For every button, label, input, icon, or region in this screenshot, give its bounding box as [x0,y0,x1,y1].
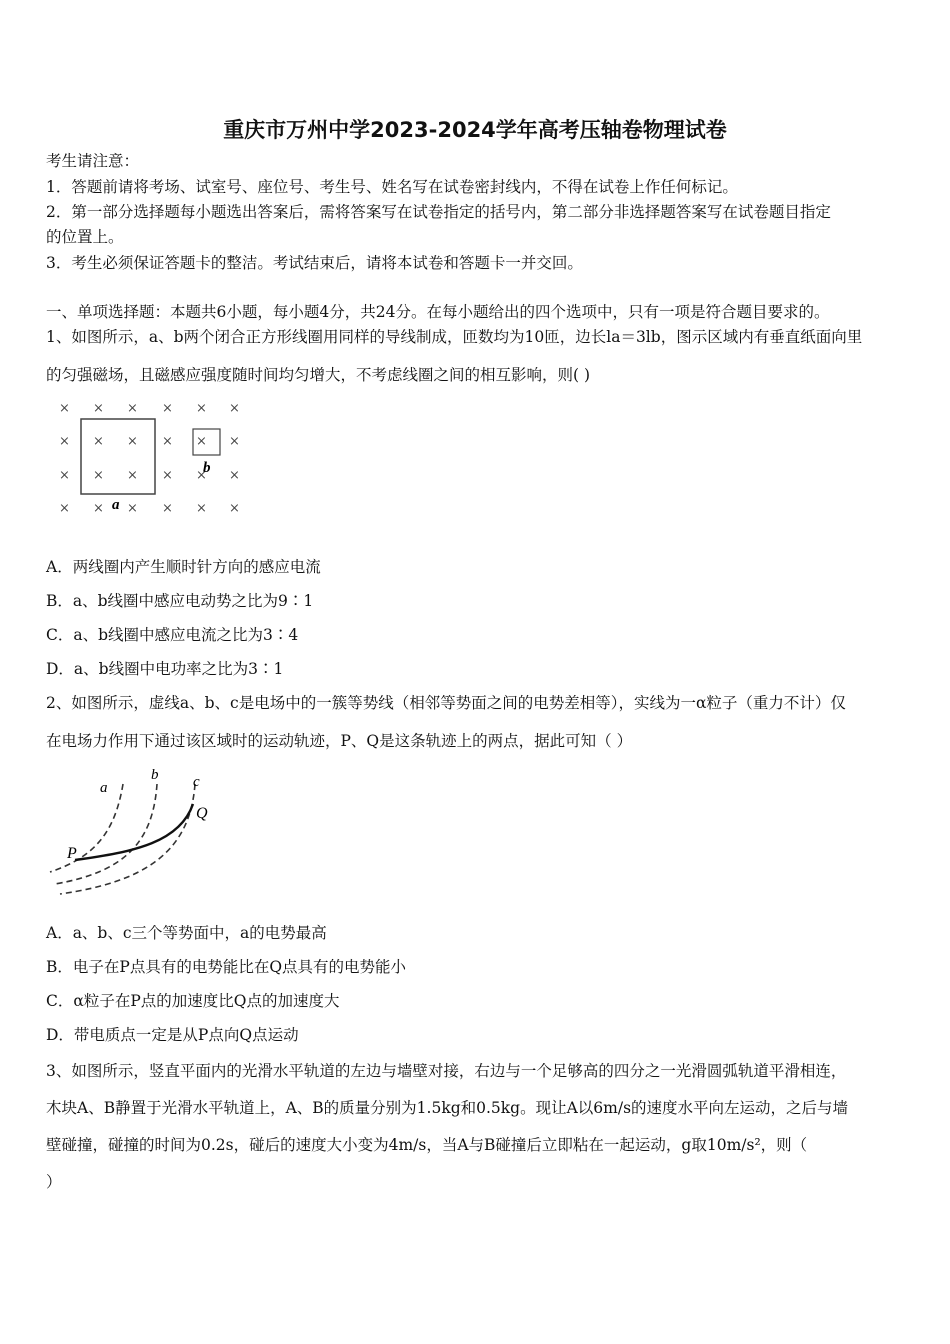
section-heading: 一、单项选择题：本题共6小题，每小题4分，共24分。在每小题给出的四个选项中，只有一项是符合题目要求的。 [46,303,830,321]
field-cross-icon: × [196,401,207,416]
notice-item: 1．答题前请将考场、试室号、座位号、考生号、姓名写在试卷密封线内，不得在试卷上作任何标记。 [46,178,738,196]
label-a: a [100,780,108,796]
trajectory [75,804,193,860]
question-3-text: ） [46,1173,62,1191]
field-cross-icon: × [93,434,104,449]
label-a: a [112,497,120,513]
option-b[interactable]: B．a、b线圈中感应电动势之比为9∶1 [46,592,314,610]
field-cross-icon: × [59,401,70,416]
notice-item: 3．考生必须保证答题卡的整洁。考试结束后，请将本试卷和答题卡一并交回。 [46,254,583,272]
question-3-text: 壁碰撞，碰撞的时间为0.2s，碰后的速度大小变为4m/s，当A与B碰撞后立即粘在一起运动，g取10m/s²，则（ [46,1136,808,1154]
notice-item: 的位置上。 [46,228,124,246]
field-cross-icon: × [162,468,173,483]
question-3-text: 3、如图所示，竖直平面内的光滑水平轨道的左边与墙壁对接，右边与一个足够高的四分之一光滑圆弧轨道平滑相连， [46,1062,847,1080]
field-cross-icon: × [162,401,173,416]
field-cross-icon: × [196,434,207,449]
field-cross-icon: × [93,501,104,516]
equipotential-figure [45,762,225,897]
label-p: P [67,845,77,862]
field-cross-icon: × [59,468,70,483]
option-a[interactable]: A．a、b、c三个等势面中，a的电势最高 [46,924,327,942]
field-cross-icon: × [162,501,173,516]
option-d[interactable]: D．带电质点一定是从P点向Q点运动 [46,1026,299,1044]
question-2-text: 2、如图所示，虚线a、b、c是电场中的一簇等势线（相邻等势面之间的电势差相等），实线为一α粒子（重力不计）仅 [46,694,846,712]
field-cross-icon: × [93,468,104,483]
option-d[interactable]: D．a、b线圈中电功率之比为3∶1 [46,660,284,678]
field-cross-icon: × [196,501,207,516]
label-q: Q [196,805,208,822]
page-title: 重庆市万州中学2023-2024学年高考压轴卷物理试卷 [223,118,727,142]
field-cross-icon: × [196,468,207,483]
option-c[interactable]: C．a、b线圈中感应电流之比为3∶4 [46,626,299,644]
field-cross-icon: × [162,434,173,449]
magnetic-field-coil-figure [50,395,250,520]
option-a[interactable]: A．两线圈内产生顺时针方向的感应电流 [46,558,321,576]
field-cross-icon: × [59,434,70,449]
option-b[interactable]: B．电子在P点具有的电势能比在Q点具有的电势能小 [46,958,407,976]
field-cross-icon: × [59,501,70,516]
field-cross-icon: × [127,434,138,449]
option-c[interactable]: C．α粒子在P点的加速度比Q点的加速度大 [46,992,340,1010]
question-2-text: 在电场力作用下通过该区域时的运动轨迹，P、Q是这条轨迹上的两点，据此可知（ ） [46,732,633,750]
field-cross-icon: × [93,401,104,416]
notice-item: 2．第一部分选择题每小题选出答案后，需将答案写在试卷指定的括号内，第二部分非选择题答案写在试卷题目指定 [46,203,831,221]
notice-heading: 考生请注意： [46,152,140,170]
question-1-text: 1、如图所示，a、b两个闭合正方形线圈用同样的导线制成，匝数均为10匝，边长la＝3lb，图示区域内有垂直纸面向里 [46,328,863,346]
field-cross-icon: × [229,468,240,483]
label-c: c [193,774,200,790]
equipotential-c [60,784,195,894]
field-cross-icon: × [127,501,138,516]
label-b: b [203,460,211,476]
field-cross-icon: × [127,468,138,483]
question-1-text: 的匀强磁场，且磁感应强度随时间均匀增大，不考虑线圈之间的相互影响，则( ) [46,366,591,384]
label-b: b [151,767,159,783]
question-3-text: 木块A、B静置于光滑水平轨道上，A、B的质量分别为1.5kg和0.5kg。现让A以6m/s的速度水平向左运动，之后与墙 [46,1099,849,1117]
field-cross-icon: × [229,501,240,516]
field-cross-icon: × [229,434,240,449]
field-cross-icon: × [127,401,138,416]
field-cross-icon: × [229,401,240,416]
